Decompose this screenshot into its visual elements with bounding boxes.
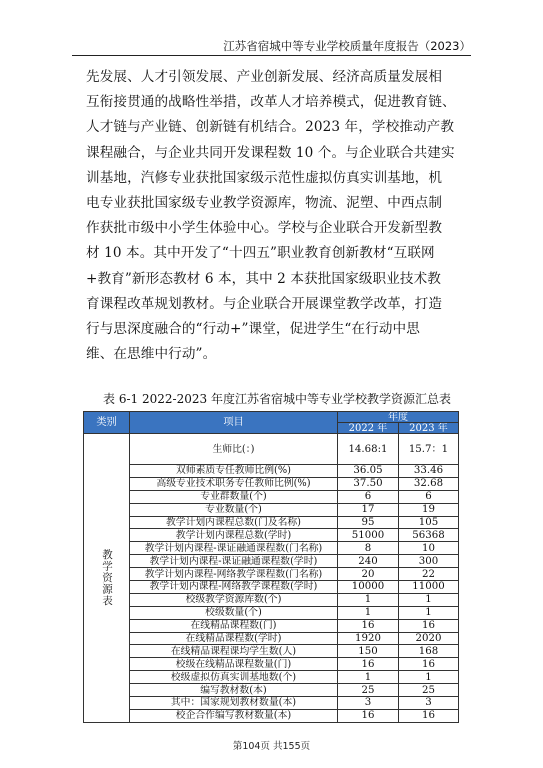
teaching-resources-table bbox=[83, 411, 459, 723]
header-category: 类别 bbox=[84, 412, 130, 434]
table-row bbox=[84, 658, 459, 671]
table-row bbox=[84, 632, 459, 645]
item-cell: 教学计划内课程-课证融通课程数(门名称) bbox=[130, 542, 338, 555]
table-row bbox=[84, 581, 459, 594]
header-year-group: 年度 bbox=[338, 412, 459, 423]
value-2023-cell: 19 bbox=[399, 503, 459, 516]
value-2023-cell: 32.68 bbox=[399, 477, 459, 490]
value-2023-cell: 16 bbox=[399, 709, 459, 722]
value-2022-cell: 1920 bbox=[338, 632, 399, 645]
item-cell: 专业群数量(个) bbox=[130, 490, 338, 503]
paragraph-line: 先发展、人才引领发展、产业创新发展、经济高质量发展相 bbox=[86, 69, 443, 85]
table-row bbox=[84, 477, 459, 490]
value-2022-cell: 25 bbox=[338, 684, 399, 697]
item-cell: 教学计划内课程-网络教学课程数(门名称) bbox=[130, 568, 338, 581]
table-row bbox=[84, 555, 459, 568]
value-2023-cell: 1 bbox=[399, 606, 459, 619]
paragraph-line: 维、在思维中行动”。 bbox=[86, 346, 217, 363]
paragraph-line: 课程融合，与企业共同开发课程数 10 个。与企业联合共建实 bbox=[86, 144, 455, 161]
value-2023-cell: 6 bbox=[399, 490, 459, 503]
value-2022-cell: 17 bbox=[338, 503, 399, 516]
value-2022-cell: 1 bbox=[338, 606, 399, 619]
value-2023-cell: 300 bbox=[399, 555, 459, 568]
value-2022-cell: 1 bbox=[338, 593, 399, 606]
item-cell: 校级数量(个) bbox=[130, 606, 338, 619]
value-2023-cell: 168 bbox=[399, 645, 459, 658]
header-year-2023: 2023 年 bbox=[399, 423, 459, 434]
paragraph-line: 训基地，汽修专业获批国家级示范性虚拟仿真实训基地，机 bbox=[86, 169, 443, 186]
item-cell: 双师素质专任教师比例(%) bbox=[130, 465, 338, 478]
table-row bbox=[84, 490, 459, 503]
item-cell: 在线精品课程数(门) bbox=[130, 619, 338, 632]
item-cell: 教学计划内课程-网络教学课程数(学时) bbox=[130, 581, 338, 594]
header-divider bbox=[72, 55, 471, 56]
item-cell: 其中：国家规划教材数量(本) bbox=[130, 697, 338, 710]
value-2022-cell: 51000 bbox=[338, 529, 399, 542]
table-row bbox=[84, 529, 459, 542]
value-2022-cell: 16 bbox=[338, 619, 399, 632]
table-row bbox=[84, 516, 459, 529]
value-2023-cell: 56368 bbox=[399, 529, 459, 542]
value-2022-cell: 20 bbox=[338, 568, 399, 581]
paragraph-line: 材 10 本。其中开发了“十四五”职业教育创新教材“互联网 bbox=[86, 245, 435, 262]
item-cell: 专业数量(个) bbox=[130, 503, 338, 516]
table-row bbox=[84, 697, 459, 710]
table-caption: 表 6-1 2022-2023 年度江苏省宿城中等专业学校教学资源汇总表 bbox=[103, 392, 451, 406]
value-2022-cell: 3 bbox=[338, 697, 399, 710]
table-row bbox=[84, 434, 459, 465]
table-row bbox=[84, 709, 459, 722]
paragraph-line: 作获批市级中小学生体验中心。学校与企业联合开发新型教 bbox=[86, 220, 443, 237]
body-paragraph bbox=[86, 65, 468, 367]
value-2023-cell: 22 bbox=[399, 568, 459, 581]
table-row bbox=[84, 593, 459, 606]
table-row bbox=[84, 619, 459, 632]
table-row bbox=[84, 568, 459, 581]
value-2022-cell: 16 bbox=[338, 709, 399, 722]
paragraph-line: 电专业获批国家级专业教学资源库，物流、泥塑、中西点制 bbox=[86, 195, 443, 212]
paragraph-line: 育课程改革规划教材。与企业联合开展课堂教学改革，打造 bbox=[86, 295, 443, 312]
value-2022-cell: 1 bbox=[338, 671, 399, 684]
value-2023-cell: 25 bbox=[399, 684, 459, 697]
paragraph-line: +教育”新形态教材 6 本，其中 2 本获批国家级职业技术教 bbox=[86, 270, 441, 287]
page-footer: 第104页 共155页 bbox=[232, 741, 311, 752]
value-2023-cell: 11000 bbox=[399, 581, 459, 594]
item-cell: 校级在线精品课程数量(门) bbox=[130, 658, 338, 671]
table-row bbox=[84, 684, 459, 697]
value-2023-cell: 15.7：1 bbox=[399, 434, 459, 465]
value-2023-cell: 3 bbox=[399, 697, 459, 710]
table-row bbox=[84, 542, 459, 555]
value-2022-cell: 37.50 bbox=[338, 477, 399, 490]
value-2022-cell: 36.05 bbox=[338, 465, 399, 478]
value-2022-cell: 6 bbox=[338, 490, 399, 503]
table-row bbox=[84, 465, 459, 478]
table-row bbox=[84, 645, 459, 658]
value-2022-cell: 95 bbox=[338, 516, 399, 529]
category-cell: 教学资源表 bbox=[84, 434, 130, 723]
value-2023-cell: 16 bbox=[399, 658, 459, 671]
item-cell: 校企合作编写教材数量(本) bbox=[130, 709, 338, 722]
item-cell: 在线精品课程数(学时) bbox=[130, 632, 338, 645]
item-cell: 高级专业技术职务专任教师比例(%) bbox=[130, 477, 338, 490]
item-cell: 教学计划内课程总数(门及名称) bbox=[130, 516, 338, 529]
value-2022-cell: 240 bbox=[338, 555, 399, 568]
value-2023-cell: 16 bbox=[399, 619, 459, 632]
value-2022-cell: 8 bbox=[338, 542, 399, 555]
value-2023-cell: 105 bbox=[399, 516, 459, 529]
table-row bbox=[84, 606, 459, 619]
paragraph-line: 人才链与产业链、创新链有机结合。2023 年，学校推动产教 bbox=[86, 119, 455, 136]
paragraph-line: 互衔接贯通的战略性举措，改革人才培养模式，促进教育链、 bbox=[86, 94, 456, 111]
value-2022-cell: 16 bbox=[338, 658, 399, 671]
item-cell: 编写教材数(本) bbox=[130, 684, 338, 697]
item-cell: 教学计划内课程总数(学时) bbox=[130, 529, 338, 542]
table-row bbox=[84, 503, 459, 516]
item-cell: 生师比(：) bbox=[130, 434, 338, 465]
value-2023-cell: 10 bbox=[399, 542, 459, 555]
value-2022-cell: 14.68:1 bbox=[338, 434, 399, 465]
header-year-2022: 2022 年 bbox=[338, 423, 399, 434]
value-2023-cell: 33.46 bbox=[399, 465, 459, 478]
item-cell: 校级教学资源库数(个) bbox=[130, 593, 338, 606]
table-row bbox=[84, 671, 459, 684]
page-header: 江苏省宿城中等专业学校质量年度报告（2023） bbox=[223, 39, 471, 53]
value-2022-cell: 10000 bbox=[338, 581, 399, 594]
value-2023-cell: 1 bbox=[399, 593, 459, 606]
paragraph-line: 行与思深度融合的“行动+”课堂，促进学生“在行动中思 bbox=[86, 321, 420, 338]
value-2023-cell: 1 bbox=[399, 671, 459, 684]
header-item: 项目 bbox=[130, 412, 338, 434]
item-cell: 校级虚拟仿真实训基地数(个) bbox=[130, 671, 338, 684]
value-2023-cell: 2020 bbox=[399, 632, 459, 645]
value-2022-cell: 150 bbox=[338, 645, 399, 658]
item-cell: 教学计划内课程-课证融通课程数(学时) bbox=[130, 555, 338, 568]
item-cell: 在线精品课程课均学生数(人) bbox=[130, 645, 338, 658]
